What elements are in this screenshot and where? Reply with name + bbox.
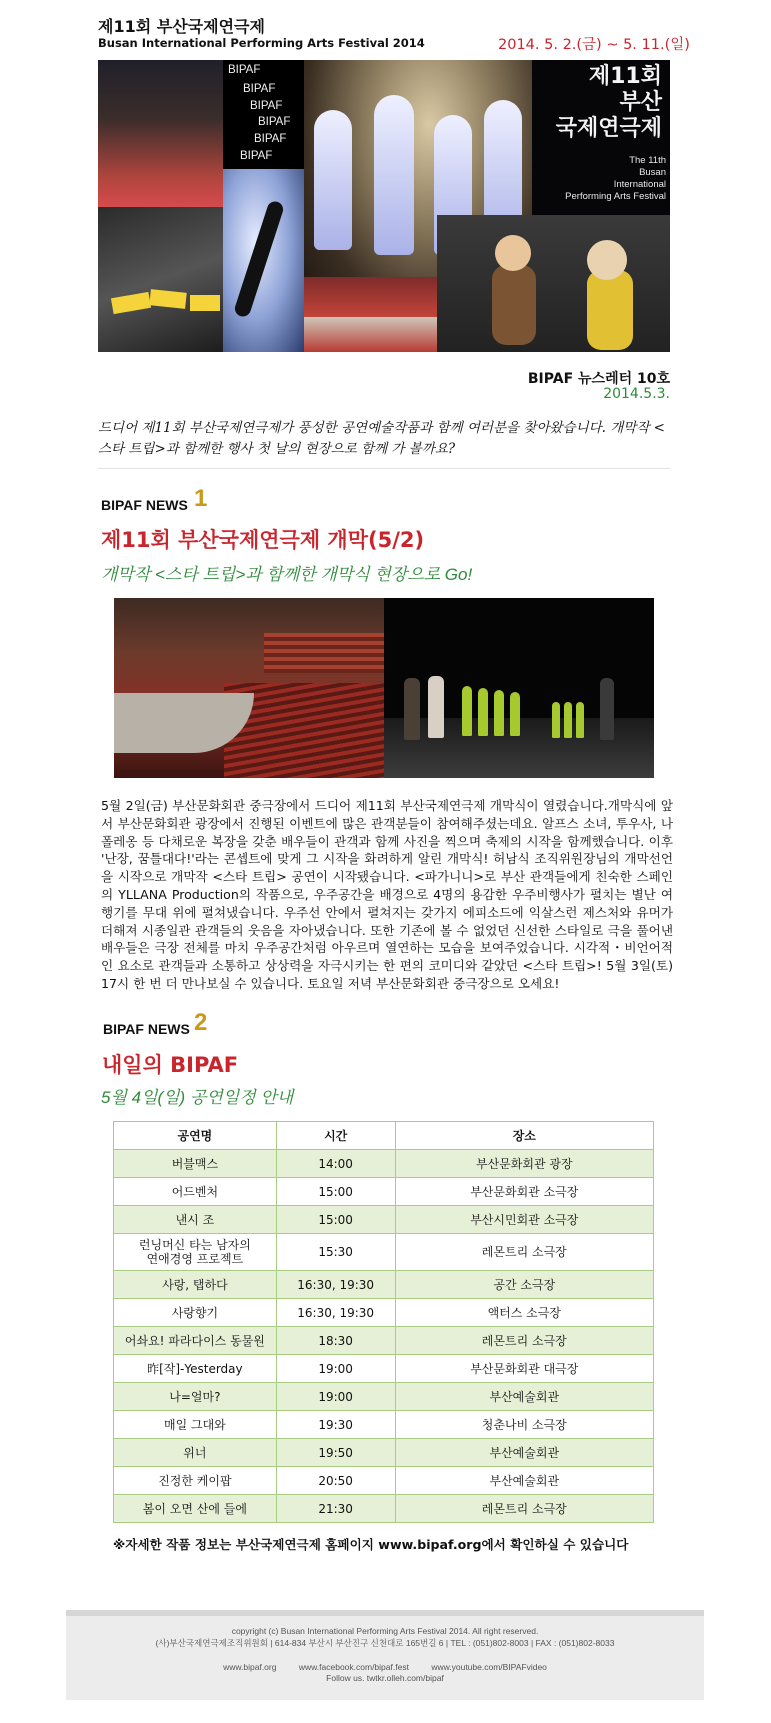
cell-venue: 부산시민회관 소극장 (395, 1206, 653, 1234)
cell-venue: 액터스 소극장 (395, 1299, 653, 1327)
news-label: BIPAF NEWS (103, 1021, 190, 1037)
cell-venue: 레몬트리 소극장 (395, 1234, 653, 1271)
cell-title: 진정한 케이팝 (114, 1467, 277, 1495)
cell-title: 어드벤처 (114, 1178, 277, 1206)
news-label: BIPAF NEWS (101, 497, 188, 513)
homepage-note: ※자세한 작품 정보는 부산국제연극제 홈페이지 www.bipaf.org에서 확인하실 수 있습니다 (113, 1537, 629, 1552)
cell-time: 16:30, 19:30 (276, 1271, 395, 1299)
performance-schedule-table (113, 1121, 654, 1523)
festival-subtitle: Busan International Performing Arts Festival 2014 (98, 36, 425, 50)
divider (98, 468, 670, 469)
table-row (114, 1467, 654, 1495)
cell-title: 昨[작]-Yesterday (114, 1355, 277, 1383)
table-row (114, 1234, 654, 1271)
cell-title: 버블맥스 (114, 1150, 277, 1178)
cell-time: 19:50 (276, 1439, 395, 1467)
table-row (114, 1150, 654, 1178)
poster-sub-line: Busan (639, 167, 666, 178)
cell-time: 20:50 (276, 1467, 395, 1495)
footer-link-youtube[interactable]: www.youtube.com/BIPAFvideo (431, 1662, 547, 1672)
table-row (114, 1327, 654, 1355)
cell-venue: 부산문화회관 광장 (395, 1150, 653, 1178)
reading-performers-photo (98, 207, 223, 352)
cell-venue: 부산예술회관 (395, 1383, 653, 1411)
cell-time: 14:00 (276, 1150, 395, 1178)
news-body-text: 5월 2일(금) 부산문화회관 중극장에서 드디어 제11회 부산국제연극제 개막식이 열렸습니다.개막식에 앞서 부산문화회관 광장에서 진행된 이벤트에 많은 관객분들이 참여해주셨는데요. 알프스 소녀, 투우사, 나폴레옹 등 다채로운 복장을 갖춘 배우들이 관객과 함께 사진을 찍으며 축제의 시작을 함께했습니다. 이후 '난장, 꿈틀대다!'라는 콘셉트에 맞게 그 시작을 화려하게 알린 개막식! 허남식 조직위원장님의 개막선언을 시작으로 개막작 <스타 트립> 공연이 시작됐습니다. <파가니니>로 부산 관객들에게 친숙한 스페인의 YLLANA Production의 작품으로, 우주공간을 배경으로 4명의 용감한 우주비행사가 펼치는 별난 여행기를 무대 위에 펼쳐냈습니다. 우주선 안에서 펼쳐지는 갖가지 에피소드에 익살스런 제스처와 유머가 더해져 시종일관 관객들의 웃음을 자아냈습니다. 또한 기존에 볼 수 없었던 신선한 스타일로 극을 풀어낸 배우들은 극장 전체를 마치 우주공간처럼 아우르며 열연하는 모습을 보여주었습니다. 시각적・비언어적인 요소로 관객들과 소통하고 상상력을 자극시키는 한 편의 코미디와 같았던 <스타 트립>! 5월 3일(토) 17시 한 번 더 만나보실 수 있습니다. 토요일 저녁 부산문화회관 중극장으로 오세요! (101, 798, 673, 991)
cell-time: 19:30 (276, 1411, 395, 1439)
poster-sub-line: International (613, 179, 666, 190)
cell-title: 나=얼마? (114, 1383, 277, 1411)
column-header-time: 시간 (276, 1122, 395, 1150)
bipaf-wordmark-tile (223, 60, 304, 169)
column-header-title: 공연명 (114, 1122, 277, 1150)
newsletter-number: BIPAF 뉴스레터 10호 (527, 371, 670, 387)
cell-venue: 레몬트리 소극장 (395, 1327, 653, 1355)
intro-text: 드디어 제11회 부산국제연극제가 풍성한 공연예술작품과 함께 여러분을 찾아왔습니다. 개막작 <스타 트립>과 함께한 행사 첫 날의 현장으로 함께 가 볼까요? (98, 420, 665, 457)
news-subtitle: 5월 4일(일) 공연일정 안내 (101, 1088, 294, 1107)
cell-time: 15:30 (276, 1234, 395, 1271)
newsletter-date: 2014.5.3. (603, 386, 670, 402)
news-title: 제11회 부산국제연극제 개막(5/2) (101, 528, 425, 552)
cell-time: 15:00 (276, 1178, 395, 1206)
puppet-photo (437, 215, 670, 352)
news-number: 1 (194, 485, 208, 512)
cell-time: 19:00 (276, 1355, 395, 1383)
table-row (114, 1206, 654, 1234)
festival-title: 제11회 부산국제연극제 (98, 17, 265, 36)
table-row (114, 1495, 654, 1523)
table-row (114, 1355, 654, 1383)
poster-sub-line: Performing Arts Festival (565, 191, 666, 202)
footer-follow[interactable]: Follow us. twtkr.olleh.com/bipaf (326, 1673, 444, 1683)
news-number: 2 (194, 1009, 208, 1036)
news-title: 내일의 BIPAF (102, 1053, 239, 1077)
cell-title: 어솨요! 파라다이스 동물원 (114, 1327, 277, 1355)
cell-venue: 부산문화회관 대극장 (395, 1355, 653, 1383)
crowd-photo (98, 60, 223, 207)
poster-title-line: 국제연극제 (555, 116, 662, 141)
footer-link-website[interactable]: www.bipaf.org (223, 1662, 277, 1672)
footer-copyright: copyright (c) Busan International Performing Arts Festival 2014. All right reserved. (231, 1626, 539, 1636)
cell-title: 낸시 조 (114, 1206, 277, 1234)
footer-link-facebook[interactable]: www.facebook.com/bipaf.fest (298, 1662, 409, 1672)
cell-time: 16:30, 19:30 (276, 1299, 395, 1327)
cell-time: 19:00 (276, 1383, 395, 1411)
column-header-venue: 장소 (395, 1122, 653, 1150)
bipaf-word: BIPAF (254, 133, 287, 145)
cell-venue: 부산예술회관 (395, 1439, 653, 1467)
cell-time: 21:30 (276, 1495, 395, 1523)
table-header-row (114, 1122, 654, 1150)
theater-hall-photo (114, 598, 384, 778)
festival-dates: 2014. 5. 2.(금) ~ 5. 11.(일) (498, 37, 690, 53)
opening-ceremony-photo (384, 598, 654, 778)
poster-sub-line: The 11th (629, 155, 666, 166)
table-row (114, 1439, 654, 1467)
cell-venue: 공간 소극장 (395, 1271, 653, 1299)
poster-title-line: 제11회 (588, 64, 662, 89)
table-row (114, 1383, 654, 1411)
table-row (114, 1411, 654, 1439)
footer-address: (사)부산국제연극제조직위원회 | 614-834 부산시 부산진구 신천대로 165번길 6 | TEL : (051)802-8003 | FAX : (051)802-8033 (155, 1638, 615, 1648)
cell-title: 봄이 오면 산에 들에 (114, 1495, 277, 1523)
table-row (114, 1178, 654, 1206)
table-row (114, 1271, 654, 1299)
cell-venue: 부산문화회관 소극장 (395, 1178, 653, 1206)
cell-time: 15:00 (276, 1206, 395, 1234)
footer (66, 1610, 704, 1700)
festival-poster-tile (532, 60, 670, 215)
cell-venue: 부산예술회관 (395, 1467, 653, 1495)
cell-title: 사랑, 탭하다 (114, 1271, 277, 1299)
bipaf-word: BIPAF (250, 100, 283, 112)
table-row (114, 1299, 654, 1327)
footer-links (66, 1662, 704, 1672)
bipaf-word: BIPAF (228, 64, 261, 76)
bipaf-word: BIPAF (240, 150, 273, 162)
cell-venue: 레몬트리 소극장 (395, 1495, 653, 1523)
bipaf-word: BIPAF (243, 83, 276, 95)
news-subtitle: 개막작 <스타 트립>과 함께한 개막식 현장으로 Go! (101, 565, 473, 584)
dancer-photo (223, 169, 304, 352)
poster-title-line: 부산 (619, 90, 662, 115)
cell-title: 매일 그대와 (114, 1411, 277, 1439)
hero-collage-image (98, 60, 670, 352)
cell-title: 런닝머신 타는 남자의 연애경영 프로젝트 (114, 1234, 277, 1271)
cell-venue: 청춘나비 소극장 (395, 1411, 653, 1439)
cell-title: 사랑향기 (114, 1299, 277, 1327)
cell-title: 위너 (114, 1439, 277, 1467)
cell-time: 18:30 (276, 1327, 395, 1355)
bipaf-word: BIPAF (258, 116, 291, 128)
